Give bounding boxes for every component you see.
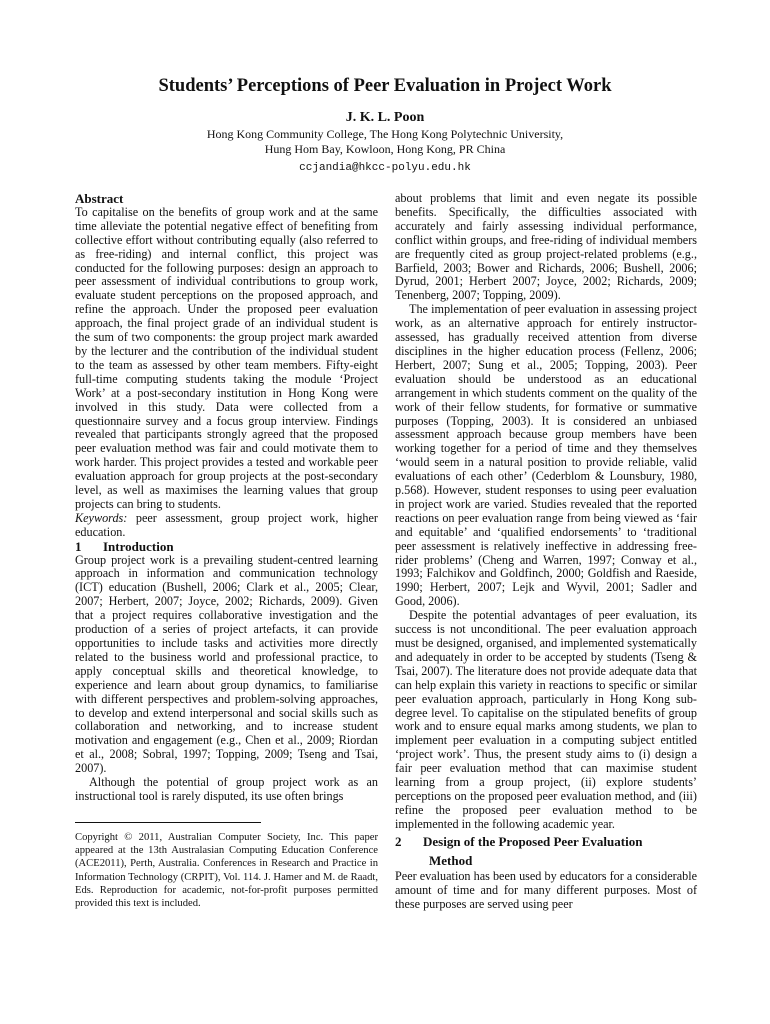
- design-paragraph-1: Peer evaluation has been used by educators for a considerable amount of time and for many different purposes. Most of these purposes are served using peer: [395, 868, 697, 911]
- intro-heading: [75, 540, 378, 554]
- affiliation-line-1: Hong Kong Community College, The Hong Kong Polytechnic University,: [206, 127, 564, 141]
- intro-paragraph-2: Although the potential of group project work as an instructional tool is rarely disputed, its use often brings: [75, 775, 378, 803]
- right-column: [395, 192, 697, 911]
- right-paragraph-3: Despite the potential advantages of peer evaluation, its success is not unconditional. The peer evaluation approach must be designed, organised, and implemented systematically and adequately in order to be accepted by students (Tseng & Tsai, 2007). The literature does not provide adequate data that can help explain this variety in reactions to specific or similar peer evaluation approach, particularly in Hong Kong sub-degree level. To capitalise on the stipulated benefits of group work and to ensure equal marks among students, we plan to implement peer evaluation in a computing subject entitled ‘project work’. Thus, the present study aims to (i) design a fair peer evaluation method that can maximise student learning from a group project, (ii) explore students’ perceptions on the proposed peer evaluation method, and (iii) refine the proposed peer evaluation method to be implemented in the following academic year.: [395, 608, 697, 831]
- author-name: J. K. L. Poon: [345, 110, 425, 125]
- abstract-text: To capitalise on the benefits of group work and at the same time alleviate the potential negative effect of benefiting from collective effort without contributing equally (also referred to as free-riding) and internal conflict, this project was conducted for the following purposes: design an approach to peer assessment of individual contributions to group work, evaluate student perceptions on the proposed approach, and refine the approach. Under the proposed peer evaluation approach, the final project grade of an individual student is the sum of two components: the group project mark awarded by the lecturer and the contribution of the individual student to the team as assessed by other team members. Fifty-eight full-time computing students taking the module ‘Project Work’ at a post-secondary institution in Hong Kong were involved in this study. Data were collected from a questionnaire survey and a focus group interview. Findings revealed that participants strongly agreed that the proposed peer evaluation method was fair and could motivate them to work harder. This project provides a tested and workable peer evaluation approach for group projects at the post-secondary level, as well as maximises the learning values that group projects can bring to students.: [75, 204, 378, 511]
- keywords-text: peer assessment, group project work, higher education.: [75, 510, 378, 539]
- intro-number: 1: [75, 538, 82, 554]
- author-email: ccjandia@hkcc-polyu.edu.hk: [299, 162, 471, 174]
- affiliation-line-2: Hung Hom Bay, Kowloon, Hong Kong, PR China: [264, 142, 506, 156]
- design-title-line-2: Method: [429, 852, 473, 868]
- right-paragraph-2: The implementation of peer evaluation in assessing project work, as an alternative approach for entirely instructor-assessed, has gradually received attention from diverse disciplines in the higher education process (Fellenz, 2006; Herbert, 2007; Sung et al., 2005; Topping, 2003). Peer evaluation should be understood as an educational arrangement in which students comment on the quality of the work of their fellow students, for formative or summative purposes (Topping, 2003). It is considered an unbiased assessment approach because group members have been working together for a period of time and they themselves ‘would seem in a natural position to provide reliable, valid evaluations of each other’ (Cederblom & Lounsbury, 1980, p.568). However, student responses to using peer evaluation in project work are varied. Studies revealed that the reported reactions on peer evaluation range from being viewed as ‘fair and equitable’ and ‘qualified endorsements’ to ‘traditional peer assessment is relatively ineffective in addressing free-rider problems’ (Cheng and Warren, 1997; Conway et al., 1993; Falchikov and Goldfinch, 2000; Goldfish and Raeside, 1990; Herbert, 2007; Lejk and Wyvil, 2001; Sadler and Good, 2006).: [395, 302, 697, 609]
- left-column: [75, 192, 378, 911]
- copyright-footnote: Copyright © 2011, Australian Computer Society, Inc. This paper appeared at the 13th Australasian Computing Education Conference (ACE2011), Perth, Australia. Conferences in Research and Practice in Information Technology (CRPIT), Vol. 114. J. Hamer and M. de Raadt, Eds. Reproduction for academic, not-for-profit purposes permitted provided this text is included.: [75, 831, 378, 910]
- keywords-label: Keywords:: [75, 510, 128, 525]
- intro-title: Introduction: [103, 538, 174, 554]
- abstract-heading: Abstract: [75, 191, 124, 206]
- paper-title: Students’ Perceptions of Peer Evaluation in Project Work: [158, 76, 612, 96]
- intro-paragraph-1: Group project work is a prevailing student-centred learning approach in information and communication technology (ICT) education (Bushell, 2006; Clark et al., 2005; Clear, 2007; Herbert, 2007; Joyce, 2002; Richards, 2009). Given that a project requires collaborative investigation and the production of a series of project artefacts, it can provide opportunities to include tasks and activities more directly related to the business world and professional practice, to apply conceptual skills and theoretical knowledge, to experience and learn about group dynamics, to familiarise with different perspectives and problem-solving approaches, to develop and extend interpersonal and social skills such as collaboration and networking, and to increase student motivation and engagement (e.g., Chen et al., 2009; Riordan et al., 2008; Sobral, 1997; Topping, 2009; Tseng and Tsai, 2007).: [75, 552, 378, 776]
- keywords: [75, 512, 378, 540]
- footnote-divider: [75, 822, 261, 823]
- design-title-line-1: Design of the Proposed Peer Evaluation: [423, 833, 643, 849]
- right-paragraph-1: about problems that limit and even negate its possible benefits. Specifically, the difficulties associated with accurately and fairly assessing individual performance, conflict within groups, and free-riding of individual members are frequently cited as group project-related problems (e.g., Barfield, 2003; Bower and Richards, 2006; Bushell, 2006; Dyrud, 2001; Herbert 2007; Joyce, 2002; Richards, 2009; Tenenberg, 2007; Topping, 2009).: [395, 191, 697, 303]
- affiliation: [0, 127, 770, 157]
- design-number: 2: [395, 833, 402, 849]
- design-heading: [395, 832, 697, 870]
